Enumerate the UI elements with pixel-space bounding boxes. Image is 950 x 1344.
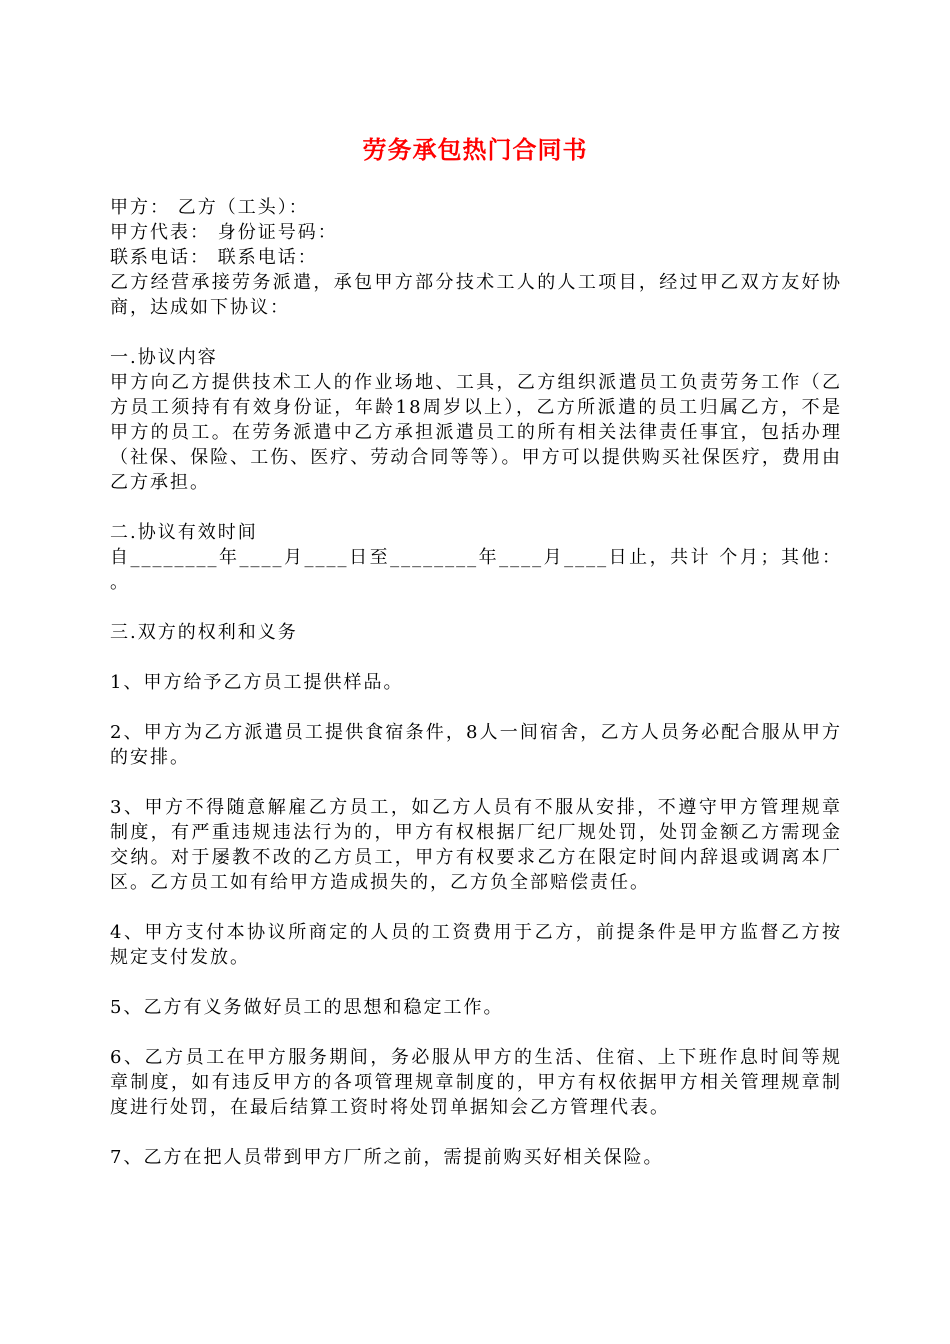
clause-1: 1、甲方给予乙方员工提供样品。 bbox=[110, 672, 404, 693]
spacer bbox=[110, 895, 842, 920]
spacer bbox=[110, 320, 842, 345]
clause-7: 7、乙方在把人员带到甲方厂所之前，需提前购买好相关保险。 bbox=[110, 1147, 664, 1168]
document-body bbox=[110, 195, 842, 1170]
clause-5: 5、乙方有义务做好员工的思想和稳定工作。 bbox=[110, 997, 504, 1018]
spacer bbox=[110, 970, 842, 995]
spacer bbox=[110, 695, 842, 720]
clause-4: 4、甲方支付本协议所商定的人员的工资费用于乙方，前提条件是甲方监督乙方按规定支付发放。 bbox=[110, 922, 842, 968]
clause-2: 2、甲方为乙方派遣员工提供食宿条件，8人一间宿舍，乙方人员务必配合服从甲方的安排。 bbox=[110, 722, 842, 768]
spacer bbox=[110, 770, 842, 795]
clause-6: 6、乙方员工在甲方服务期间，务必服从甲方的生活、住宿、上下班作息时间等规章制度，如有违反甲方的各项管理规章制度的，甲方有权依据甲方相关管理规章制度进行处罚，在最后结算工资时将处罚单据知会乙方管理代表。 bbox=[110, 1047, 842, 1118]
party-a-b-line: 甲方： 乙方（工头）： bbox=[110, 197, 309, 218]
spacer bbox=[110, 495, 842, 520]
intro-paragraph: 乙方经营承接劳务派遣，承包甲方部分技术工人的人工项目，经过甲乙双方友好协商，达成如下协议： bbox=[110, 272, 842, 318]
contact-phone-line: 联系电话： 联系电话： bbox=[110, 247, 318, 268]
clause-3: 3、甲方不得随意解雇乙方员工，如乙方人员有不服从安排，不遵守甲方管理规章制度，有严重违规违法行为的，甲方有权根据厂纪厂规处罚，处罚金额乙方需现金交纳。对于屡教不改的乙方员工，甲方有权要求乙方在限定时间内辞退或调离本厂区。乙方员工如有给甲方造成损失的，乙方负全部赔偿责任。 bbox=[110, 797, 842, 893]
spacer bbox=[110, 1020, 842, 1045]
spacer bbox=[110, 645, 842, 670]
section-3-heading: 三.双方的权利和义务 bbox=[110, 622, 298, 643]
section-2-text: 自________年____月____日至________年____月____日止，共计 个月；其他： 。 bbox=[110, 547, 842, 593]
representative-id-line: 甲方代表： 身份证号码： bbox=[110, 222, 338, 243]
document-title: 劳务承包热门合同书 bbox=[362, 136, 588, 164]
spacer bbox=[110, 595, 842, 620]
spacer bbox=[110, 1120, 842, 1145]
section-1-text: 甲方向乙方提供技术工人的作业场地、工具，乙方组织派遣员工负责劳务工作（乙方员工须持有有效身份证，年龄18周岁以上），乙方所派遣的员工归属乙方，不是甲方的员工。在劳务派遣中乙方承担派遣员工的所有相关法律责任事宜，包括办理（社保、保险、工伤、医疗、劳动合同等等）。甲方可以提供购买社保医疗，费用由乙方承担。 bbox=[110, 372, 842, 493]
section-1-heading: 一.协议内容 bbox=[110, 347, 218, 368]
section-2-heading: 二.协议有效时间 bbox=[110, 522, 258, 543]
